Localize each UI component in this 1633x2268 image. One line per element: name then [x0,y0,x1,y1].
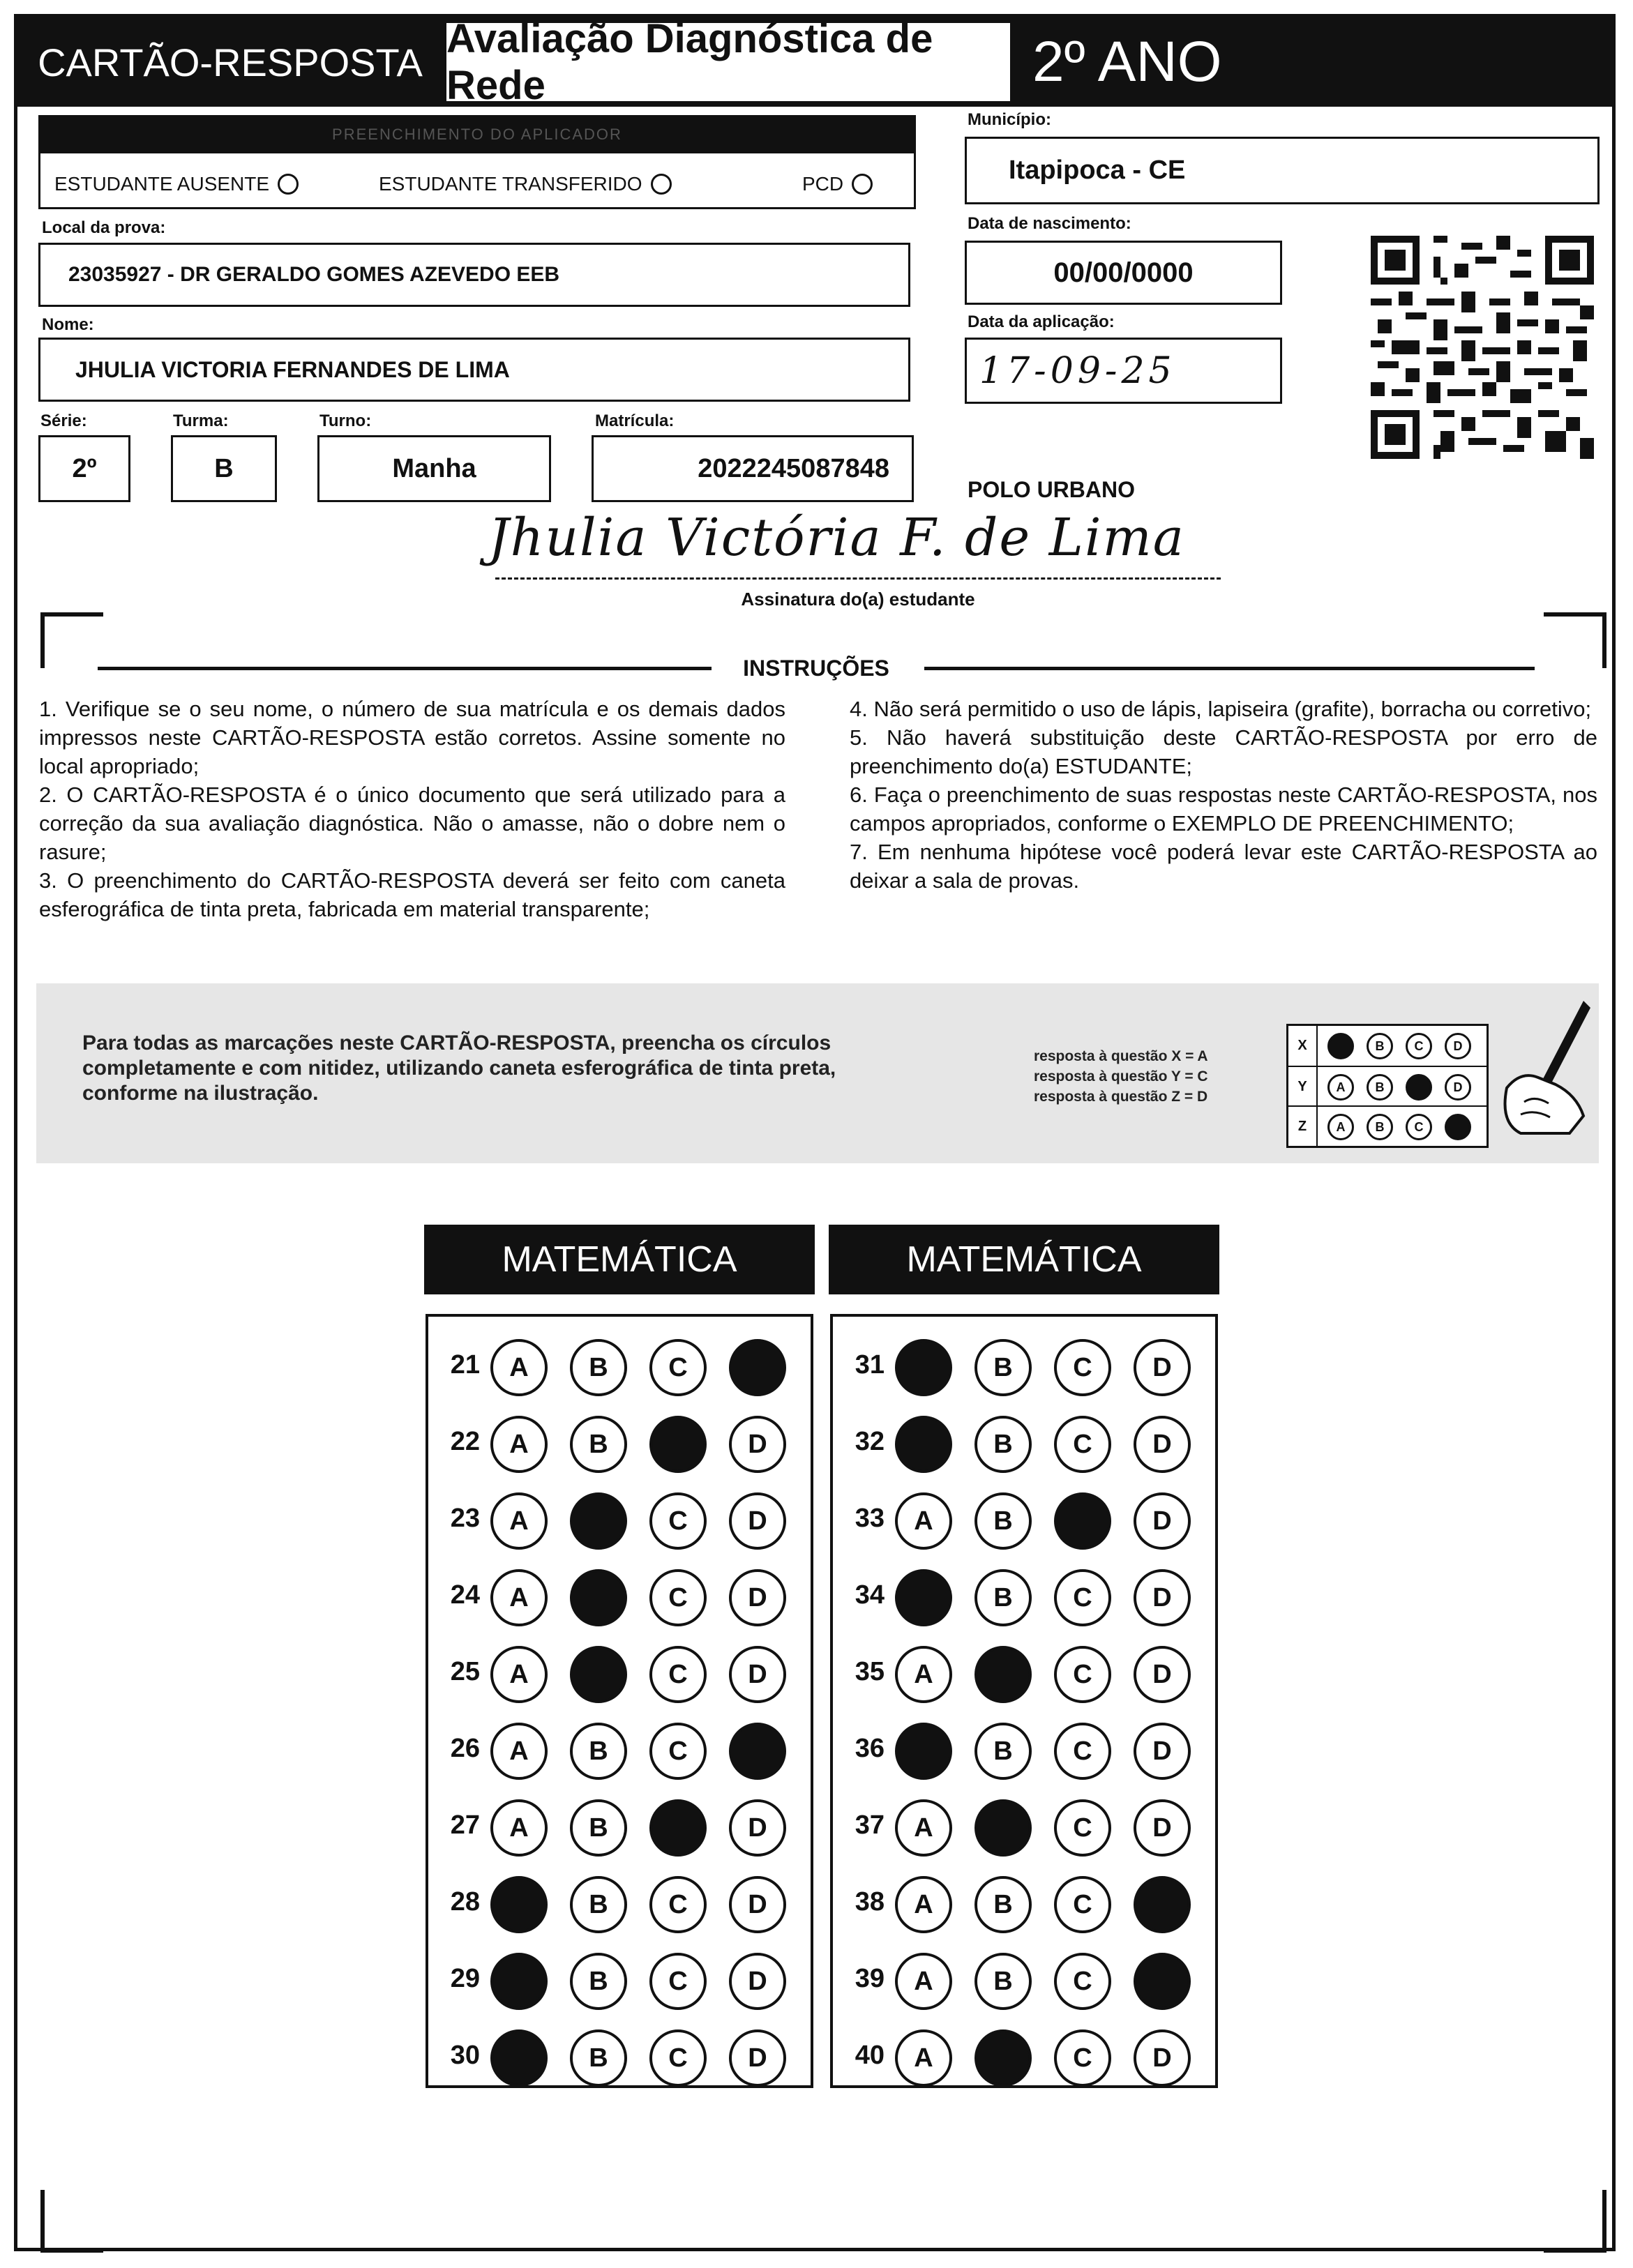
municipio-value: Itapipoca - CE [1009,156,1186,185]
question-number: 30 [450,2041,480,2070]
instructions-left [39,695,785,923]
question-number: 32 [855,1427,885,1456]
instruction-7: 7. Em nenhuma hipótese você poderá levar este CARTÃO-RESPOSTA ao deixar a sala de provas. [850,840,1597,893]
bubble-q37-b[interactable] [974,1799,1032,1857]
local-label: Local da prova: [42,218,166,237]
bubble-q23-b[interactable] [570,1492,627,1550]
bubble-q35-a[interactable]: A [895,1646,952,1703]
aplicador-title: PREENCHIMENTO DO APLICADOR [38,115,916,153]
bubble-q24-d[interactable]: D [729,1569,786,1626]
bubble-q21-d[interactable] [729,1339,786,1396]
bubble-q32-d[interactable]: D [1134,1416,1191,1473]
bubble-q36-a[interactable] [895,1723,952,1780]
local-value: 23035927 - DR GERALDO GOMES AZEVEDO EEB [68,263,560,286]
bubble-q35-b[interactable] [974,1646,1032,1703]
bubble-q33-c[interactable] [1054,1492,1111,1550]
bubble-q34-c[interactable]: C [1054,1569,1111,1626]
example-bubble-y-c [1406,1074,1432,1101]
bubble-q39-b[interactable]: B [974,1953,1032,2010]
question-number: 25 [450,1657,480,1686]
question-number: 37 [855,1810,885,1840]
exam-name: Avaliação Diagnóstica de Rede [446,23,1010,101]
card-title: CARTÃO-RESPOSTA [38,40,423,84]
bubble-q36-c[interactable]: C [1054,1723,1111,1780]
bubble-q33-a[interactable]: A [895,1492,952,1550]
pcd-label: PCD [802,173,844,195]
example-bubble-z-d [1445,1114,1471,1140]
bubble-q22-a[interactable]: A [490,1416,548,1473]
question-number: 31 [855,1350,885,1379]
bubble-q26-c[interactable]: C [649,1723,707,1780]
subject-header: MATEMÁTICA [829,1225,1219,1294]
bubble-q34-d[interactable]: D [1134,1569,1191,1626]
bubble-q24-c[interactable]: C [649,1569,707,1626]
aplicacao-label: Data da aplicação: [968,312,1115,331]
example-bubble-y-a: A [1327,1074,1354,1101]
bubble-q37-d[interactable]: D [1134,1799,1191,1857]
bubble-q24-a[interactable]: A [490,1569,548,1626]
aplicacao-value: 17-09-25 [979,349,1176,392]
instructions-rule-left [98,667,712,670]
bubble-q27-c[interactable] [649,1799,707,1857]
bubble-q22-b[interactable]: B [570,1416,627,1473]
bubble-q32-a[interactable] [895,1416,952,1473]
municipio-label: Município: [968,110,1051,129]
instruction-5: 5. Não haverá substituição deste CARTÃO-RESPOSTA por erro de preenchimento do(a) ESTUDANTE; [850,725,1597,778]
question-number: 29 [450,1964,480,1993]
pen-hand-icon [1493,997,1597,1137]
serie-label: Série: [40,411,87,430]
question-number: 26 [450,1734,480,1763]
bubble-q21-a[interactable]: A [490,1339,548,1396]
bubble-q23-c[interactable]: C [649,1492,707,1550]
bubble-q34-b[interactable]: B [974,1569,1032,1626]
instruction-3: 3. O preenchimento do CARTÃO-RESPOSTA deverá ser feito com caneta esferográfica de tinta preta, fabricada em material transparente; [39,868,785,921]
example-text: Para todas as marcações neste CARTÃO-RESPOSTA, preencha os círculos completamente e com nitidez, utilizando caneta esferográfica de tinta preta, conforme na ilustração. [82,1031,836,1105]
example-legend-x: resposta à questão X = A [1034,1048,1208,1064]
transferred-option[interactable] [379,170,672,198]
question-number: 39 [855,1964,885,1993]
matricula-value: 2022245087848 [698,453,889,483]
bubble-q21-b[interactable]: B [570,1339,627,1396]
corner-mark-bottom-right [1544,2190,1606,2253]
signature-line [495,577,1221,580]
transferred-label: ESTUDANTE TRANSFERIDO [379,173,642,195]
question-number: 40 [855,2041,885,2070]
example-bubble-y-b: B [1367,1074,1393,1101]
bubble-q38-a[interactable]: A [895,1876,952,1933]
transferred-checkbox[interactable] [651,174,672,195]
signature-handwritten: Jhulia Victória F. de Lima [488,508,1185,568]
grade-label: 2º ANO [1032,30,1222,93]
turno-value: Manha [392,453,476,483]
instruction-6: 6. Faça o preenchimento de suas respostas neste CARTÃO-RESPOSTA, nos campos apropriados, conforme o EXEMPLO DE PREENCHIMENTO; [850,783,1597,836]
question-number: 38 [855,1887,885,1917]
example-bubble-x-d: D [1445,1033,1471,1059]
absent-label: ESTUDANTE AUSENTE [54,173,270,195]
bubble-q36-d[interactable]: D [1134,1723,1191,1780]
turno-label: Turno: [319,411,372,430]
instruction-2: 2. O CARTÃO-RESPOSTA é o único documento que será utilizado para a correção da sua avaliação diagnóstica. Não o amasse, não o dobre nem o rasure; [39,783,785,864]
bubble-q28-d[interactable]: D [729,1876,786,1933]
question-number: 22 [450,1427,480,1456]
bubble-q22-c[interactable] [649,1416,707,1473]
corner-mark-top-left [40,612,103,668]
bubble-q38-c[interactable]: C [1054,1876,1111,1933]
example-row-label: Y [1288,1067,1318,1107]
example-row-label: X [1288,1026,1318,1066]
matricula-field [592,435,914,502]
bubble-q37-a[interactable]: A [895,1799,952,1857]
corner-mark-bottom-left [40,2190,103,2253]
bubble-q34-a[interactable] [895,1569,952,1626]
bubble-q30-a[interactable] [490,2029,548,2087]
bubble-q29-c[interactable]: C [649,1953,707,2010]
subject-header: MATEMÁTICA [424,1225,815,1294]
pcd-checkbox[interactable] [852,174,873,195]
nascimento-value: 00/00/0000 [1053,257,1194,288]
absent-option[interactable] [54,170,299,198]
bubble-q25-c[interactable]: C [649,1646,707,1703]
bubble-q26-d[interactable] [729,1723,786,1780]
aplicacao-field [965,338,1282,404]
bubble-q32-c[interactable]: C [1054,1416,1111,1473]
bubble-q39-a[interactable]: A [895,1953,952,2010]
example-row-label: Z [1288,1107,1318,1147]
signature-caption: Assinatura do(a) estudante [741,589,975,610]
bubble-q24-b[interactable] [570,1569,627,1626]
question-number: 36 [855,1734,885,1763]
question-number: 28 [450,1887,480,1917]
question-number: 34 [855,1580,885,1610]
bubble-q27-d[interactable]: D [729,1799,786,1857]
example-bubble-x-c: C [1406,1033,1432,1059]
example-bubble-z-b: B [1367,1114,1393,1140]
matricula-label: Matrícula: [595,411,675,430]
bubble-q40-c[interactable]: C [1054,2029,1111,2087]
instruction-4: 4. Não será permitido o uso de lápis, lapiseira (grafite), borracha ou corretivo; [850,697,1592,721]
example-bubble-x-a [1327,1033,1354,1059]
corner-mark-top-right [1544,612,1606,668]
question-number: 33 [855,1504,885,1533]
bubble-q22-d[interactable]: D [729,1416,786,1473]
bubble-q33-b[interactable]: B [974,1492,1032,1550]
bubble-q31-a[interactable] [895,1339,952,1396]
bubble-q36-b[interactable]: B [974,1723,1032,1780]
bubble-q27-b[interactable]: B [570,1799,627,1857]
bubble-q25-b[interactable] [570,1646,627,1703]
bubble-q31-b[interactable]: B [974,1339,1032,1396]
bubble-q40-a[interactable]: A [895,2029,952,2087]
bubble-q26-b[interactable]: B [570,1723,627,1780]
absent-checkbox[interactable] [278,174,299,195]
example-bubble-x-b: B [1367,1033,1393,1059]
bubble-q28-b[interactable]: B [570,1876,627,1933]
bubble-q26-a[interactable]: A [490,1723,548,1780]
bubble-q38-b[interactable]: B [974,1876,1032,1933]
bubble-q21-c[interactable]: C [649,1339,707,1396]
instructions-title: INSTRUÇÕES [743,656,889,681]
bubble-q39-c[interactable]: C [1054,1953,1111,2010]
serie-value: 2º [72,453,97,483]
instructions-rule-right [924,667,1535,670]
bubble-q31-d[interactable]: D [1134,1339,1191,1396]
bubble-q28-c[interactable]: C [649,1876,707,1933]
bubble-q25-d[interactable]: D [729,1646,786,1703]
question-number: 27 [450,1810,480,1840]
bubble-q30-c[interactable]: C [649,2029,707,2087]
bubble-q40-b[interactable] [974,2029,1032,2087]
nascimento-label: Data de nascimento: [968,214,1131,233]
bubble-q40-d[interactable]: D [1134,2029,1191,2087]
bubble-q25-a[interactable]: A [490,1646,548,1703]
bubble-q35-c[interactable]: C [1054,1646,1111,1703]
question-number: 21 [450,1350,480,1379]
example-legend [1034,1046,1208,1107]
bubble-q23-a[interactable]: A [490,1492,548,1550]
nome-value: JHULIA VICTORIA FERNANDES DE LIMA [75,356,510,382]
nascimento-field [965,241,1282,305]
question-number: 24 [450,1580,480,1610]
example-row [1288,1105,1487,1147]
nome-label: Nome: [42,315,94,334]
bubble-q31-c[interactable]: C [1054,1339,1111,1396]
example-row [1288,1066,1487,1107]
bubble-q32-b[interactable]: B [974,1416,1032,1473]
serie-field [38,435,130,502]
instruction-1: 1. Verifique se o seu nome, o número de sua matrícula e os demais dados impressos neste CARTÃO-RESPOSTA estão corretos. Assine somente no local apropriado; [39,697,785,778]
pcd-option[interactable] [802,170,873,198]
example-row [1288,1026,1487,1066]
example-bubble-z-c: C [1406,1114,1432,1140]
example-legend-z: resposta à questão Z = D [1034,1089,1208,1105]
bubble-q29-b[interactable]: B [570,1953,627,2010]
question-number: 23 [450,1504,480,1533]
question-number: 35 [855,1657,885,1686]
bubble-q39-d[interactable] [1134,1953,1191,2010]
bubble-q37-c[interactable]: C [1054,1799,1111,1857]
turno-field [317,435,551,502]
bubble-q38-d[interactable] [1134,1876,1191,1933]
bubble-q28-a[interactable] [490,1876,548,1933]
instructions-right [850,695,1597,895]
bubble-q30-b[interactable]: B [570,2029,627,2087]
bubble-q30-d[interactable]: D [729,2029,786,2087]
municipio-field [965,137,1600,204]
turma-value: B [214,453,234,483]
bubble-q35-d[interactable]: D [1134,1646,1191,1703]
bubble-q29-d[interactable]: D [729,1953,786,2010]
example-bubble-y-d: D [1445,1074,1471,1101]
bubble-q27-a[interactable]: A [490,1799,548,1857]
nome-field [38,338,910,402]
turma-field [171,435,277,502]
bubble-q33-d[interactable]: D [1134,1492,1191,1550]
qr-code [1371,236,1594,459]
example-grid [1286,1024,1489,1148]
polo-label: POLO URBANO [968,477,1135,502]
local-field [38,243,910,307]
bubble-q23-d[interactable]: D [729,1492,786,1550]
example-legend-y: resposta à questão Y = C [1034,1068,1208,1084]
example-bubble-z-a: A [1327,1114,1354,1140]
bubble-q29-a[interactable] [490,1953,548,2010]
turma-label: Turma: [173,411,229,430]
